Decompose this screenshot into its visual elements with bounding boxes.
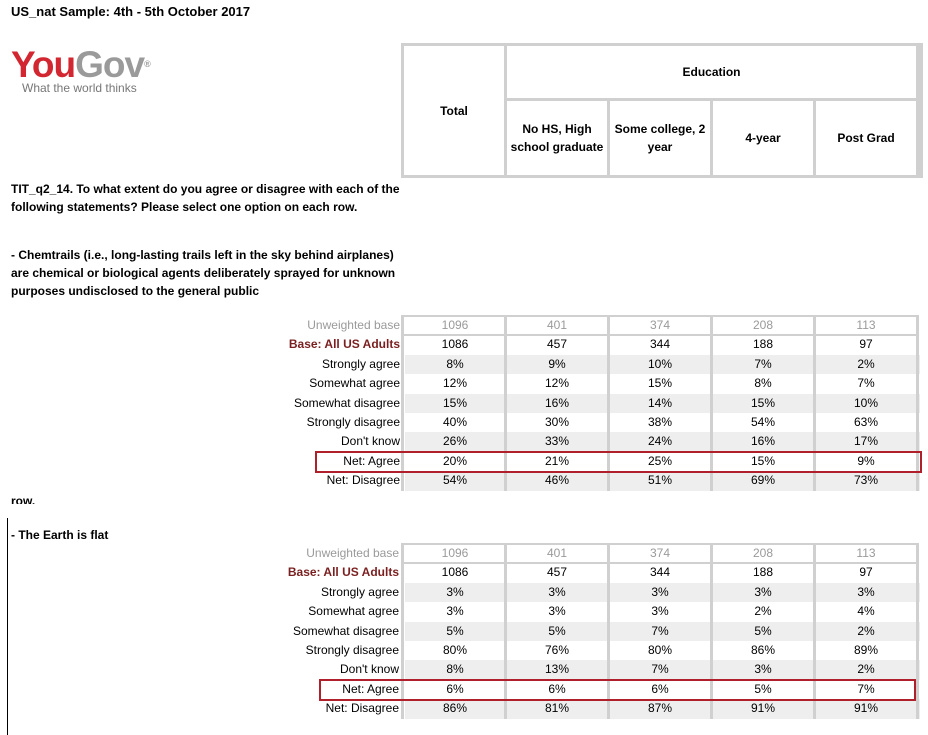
header-post-grad: Post Grad [813, 98, 919, 178]
grid-row-line [401, 334, 919, 336]
row-label: Strongly agree [321, 356, 400, 371]
table-cell: 374 [649, 318, 671, 332]
table-cell: 2% [857, 356, 875, 371]
table-cell: 3% [651, 584, 669, 599]
header-right-border [919, 43, 923, 178]
table-cell: 8% [754, 376, 772, 391]
grid-row-line [401, 562, 919, 564]
table-cell: 457 [546, 565, 568, 580]
row-label: Somewhat disagree [293, 395, 400, 410]
table-cell: 73% [853, 473, 879, 488]
table-cell: 8% [446, 356, 464, 371]
table-cell: 15% [750, 395, 776, 410]
table-cell: 6% [651, 681, 669, 696]
table-cell: 344 [649, 337, 671, 352]
table-cell: 10% [647, 356, 673, 371]
table-cell: 80% [647, 643, 673, 657]
table-cell: 3% [446, 584, 464, 599]
table-cell: 5% [754, 623, 772, 638]
table-cell: 4% [857, 604, 875, 619]
table-cell: 3% [548, 604, 566, 619]
table-cell: 2% [857, 662, 875, 677]
table-cell: 76% [544, 643, 570, 657]
net-agree-highlight-box [319, 679, 916, 701]
table-cell: 7% [651, 662, 669, 677]
table-cell: 97 [859, 337, 873, 352]
table-cell: 6% [446, 681, 464, 696]
table-cell: 24% [647, 434, 673, 449]
table-cell: 401 [546, 318, 568, 332]
grid-column-line [916, 544, 919, 719]
table-cell: 89% [853, 643, 879, 657]
table-cell: 3% [446, 604, 464, 619]
header-education: Education [504, 43, 919, 101]
page-divider-line [7, 518, 8, 735]
header-no-hs: No HS, High school graduate [504, 98, 610, 178]
table-cell: 51% [647, 473, 673, 488]
table-cell: 374 [649, 546, 671, 560]
table-cell: 6% [548, 681, 566, 696]
table-cell: 81% [544, 701, 570, 716]
table-cell: 80% [442, 643, 468, 657]
table-cell: 15% [750, 453, 776, 468]
statement-chemtrails: - Chemtrails (i.e., long-lasting trails left in the sky behind airplanes) are chemical or biological agents deliberately sprayed for unknown purposes undisclosed to the general public [11, 248, 396, 298]
table-cell: 7% [651, 623, 669, 638]
logo-wordmark [11, 46, 150, 83]
yougov-logo [11, 46, 150, 95]
table-cell: 208 [752, 318, 774, 332]
table-cell: 14% [647, 395, 673, 410]
table-cell: 7% [754, 356, 772, 371]
logo-you: You [11, 44, 76, 85]
row-label: Unweighted base [307, 318, 400, 332]
table-cell: 3% [754, 584, 772, 599]
table-cell: 5% [548, 623, 566, 638]
table-cell: 20% [442, 453, 468, 468]
row-label: Net: Disagree [325, 701, 399, 716]
table-cell: 2% [857, 623, 875, 638]
row-label: Net: Agree [342, 681, 399, 696]
table-cell: 1086 [441, 337, 469, 352]
statement-earth-flat: - The Earth is flat [11, 528, 109, 542]
table-cell: 9% [857, 453, 875, 468]
table-cell: 91% [853, 701, 879, 716]
table-cell: 15% [442, 395, 468, 410]
sample-title: US_nat Sample: 4th - 5th October 2017 [11, 4, 251, 19]
net-agree-highlight-box [315, 451, 922, 473]
table-cell: 54% [442, 473, 468, 488]
table-cell: 113 [856, 318, 876, 332]
header-some-college: Some college, 2 year [607, 98, 713, 178]
table-cell: 16% [750, 434, 776, 449]
row-label: Base: All US Adults [287, 565, 399, 580]
row-label: Strongly disagree [305, 643, 399, 657]
row-label: Base: All US Adults [288, 337, 400, 352]
table-cell: 188 [752, 565, 774, 580]
table-cell: 26% [442, 434, 468, 449]
row-label: Net: Disagree [326, 473, 400, 488]
grid-row-line [401, 543, 919, 545]
table-cell: 54% [750, 415, 776, 429]
table-cell: 25% [647, 453, 673, 468]
table-cell: 8% [446, 662, 464, 677]
table-cell: 46% [544, 473, 570, 488]
header-total: Total [401, 43, 507, 178]
table-cell: 1086 [441, 565, 469, 580]
table-cell: 87% [647, 701, 673, 716]
table-cell: 3% [857, 584, 875, 599]
table-cell: 3% [548, 584, 566, 599]
table-cell: 38% [647, 415, 673, 429]
table-cell: 91% [750, 701, 776, 716]
table-cell: 12% [544, 376, 570, 391]
row-label: Somewhat agree [309, 376, 400, 391]
table-cell: 97 [859, 565, 873, 580]
row-label: Don't know [341, 434, 400, 449]
table-cell: 457 [546, 337, 568, 352]
row-label: Net: Agree [343, 453, 400, 468]
table-cell: 21% [544, 453, 570, 468]
table-cell: 12% [442, 376, 468, 391]
text-fragment: row. [11, 495, 36, 504]
table-cell: 113 [856, 546, 876, 560]
table-cell: 10% [853, 395, 879, 410]
table-cell: 5% [446, 623, 464, 638]
table-cell: 17% [853, 434, 879, 449]
row-label: Unweighted base [306, 546, 399, 560]
table-cell: 15% [647, 376, 673, 391]
table-cell: 86% [750, 643, 776, 657]
logo-gov: Gov [75, 44, 145, 85]
table-cell: 40% [442, 415, 468, 429]
table-cell: 69% [750, 473, 776, 488]
grid-row-line [401, 315, 919, 317]
table-cell: 30% [544, 415, 570, 429]
table-cell: 9% [548, 356, 566, 371]
table-cell: 401 [546, 546, 568, 560]
row-label: Somewhat disagree [292, 623, 399, 638]
table-cell: 86% [442, 701, 468, 716]
row-label: Strongly disagree [306, 415, 400, 429]
table-cell: 5% [754, 681, 772, 696]
table-cell: 1096 [441, 546, 469, 560]
table-cell: 208 [752, 546, 774, 560]
table-cell: 7% [857, 376, 875, 391]
question-text: TIT_q2_14. To what extent do you agree or disagree with each of the following statements? Please select one option on each row. [11, 182, 400, 214]
row-label: Somewhat agree [308, 604, 399, 619]
table-cell: 3% [651, 604, 669, 619]
header-4-year: 4-year [710, 98, 816, 178]
logo-tagline: What the world thinks [22, 81, 137, 95]
row-label: Strongly agree [320, 584, 399, 599]
table-cell: 2% [754, 604, 772, 619]
table-cell: 344 [649, 565, 671, 580]
table-cell: 16% [544, 395, 570, 410]
row-label: Don't know [340, 662, 399, 677]
table-cell: 3% [754, 662, 772, 677]
table-cell: 1096 [441, 318, 469, 332]
table-cell: 13% [544, 662, 570, 677]
table-cell: 7% [857, 681, 875, 696]
registered-mark: ® [144, 59, 150, 69]
table-cell: 188 [752, 337, 774, 352]
table-cell: 63% [853, 415, 879, 429]
table-cell: 33% [544, 434, 570, 449]
